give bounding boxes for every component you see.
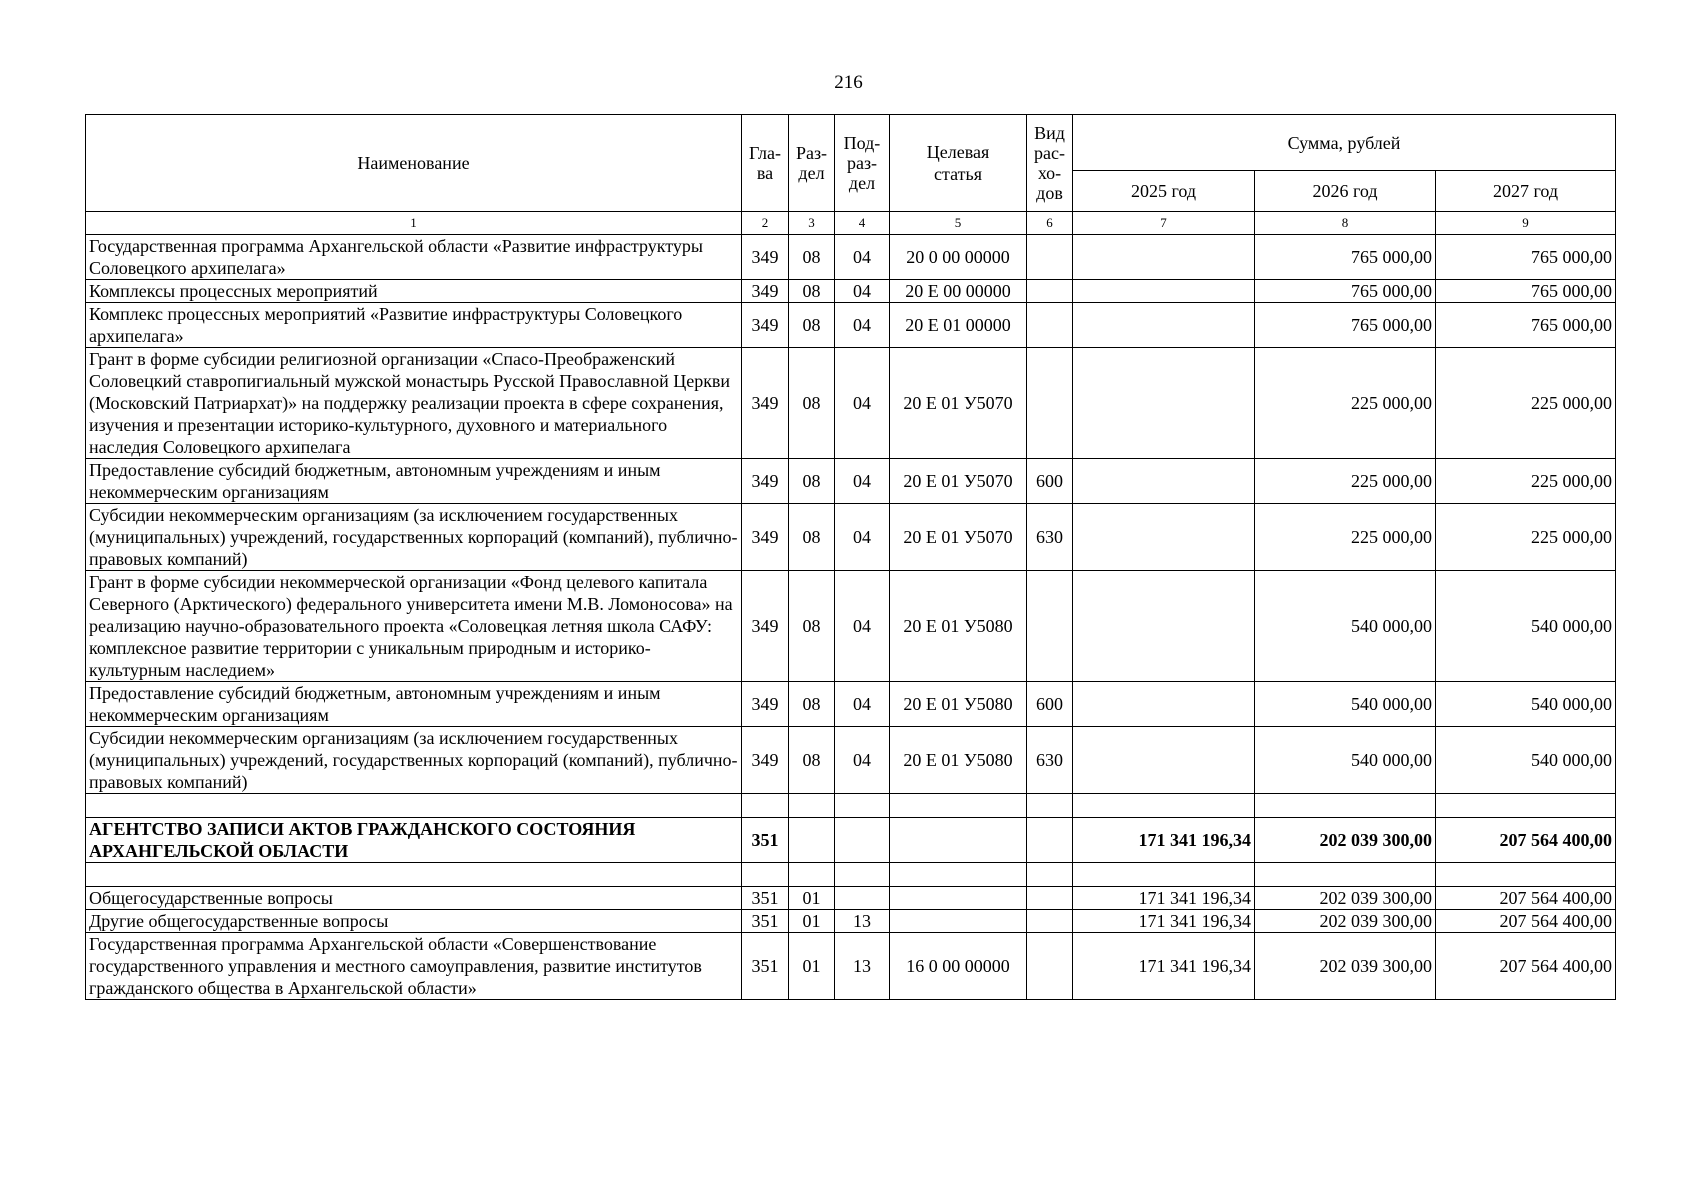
- cell-target: [890, 794, 1027, 818]
- column-number-row: [86, 212, 1616, 235]
- cell-razdel: 08: [789, 504, 835, 571]
- cell-razdel: 08: [789, 280, 835, 303]
- cell-name: АГЕНТСТВО ЗАПИСИ АКТОВ ГРАЖДАНСКОГО СОСТОЯНИЯ АРХАНГЕЛЬСКОЙ ОБЛАСТИ: [86, 818, 742, 863]
- cell-2026: 225 000,00: [1255, 504, 1436, 571]
- cell-vid: [1027, 280, 1073, 303]
- cell-razdel: 08: [789, 303, 835, 348]
- cell-target: 20 Е 01 У5080: [890, 682, 1027, 727]
- cell-2027: 207 564 400,00: [1436, 933, 1616, 1000]
- cell-2027: 540 000,00: [1436, 682, 1616, 727]
- column-number: 5: [890, 212, 1027, 235]
- table-row: [86, 727, 1616, 794]
- cell-name: Субсидии некоммерческим организациям (за исключением государственных (муниципальных) учреждений, государственных корпораций (компаний), публично-правовых компаний): [86, 727, 742, 794]
- cell-razdel: 08: [789, 571, 835, 682]
- cell-name: Предоставление субсидий бюджетным, автономным учреждениям и иным некоммерческим организациям: [86, 682, 742, 727]
- table-row: [86, 303, 1616, 348]
- cell-2027: 765 000,00: [1436, 303, 1616, 348]
- cell-razdel: 01: [789, 887, 835, 910]
- cell-vid: [1027, 571, 1073, 682]
- cell-2025: 171 341 196,34: [1073, 818, 1255, 863]
- cell-vid: [1027, 348, 1073, 459]
- table-row: [86, 818, 1616, 863]
- column-number: 6: [1027, 212, 1073, 235]
- cell-podrazdel: [835, 887, 890, 910]
- cell-2026: 225 000,00: [1255, 459, 1436, 504]
- cell-glava: 349: [742, 727, 789, 794]
- cell-vid: [1027, 863, 1073, 887]
- header-2026: 2026 год: [1255, 171, 1436, 212]
- cell-name: Государственная программа Архангельской области «Развитие инфраструктуры Соловецкого архипелага»: [86, 235, 742, 280]
- header-name: Наименование: [86, 115, 742, 212]
- cell-name: [86, 863, 742, 887]
- cell-vid: [1027, 235, 1073, 280]
- cell-2025: [1073, 727, 1255, 794]
- cell-name: Субсидии некоммерческим организациям (за исключением государственных (муниципальных) учреждений, государственных корпораций (компаний), публично-правовых компаний): [86, 504, 742, 571]
- cell-2026: 540 000,00: [1255, 571, 1436, 682]
- cell-2026: [1255, 863, 1436, 887]
- cell-podrazdel: 13: [835, 933, 890, 1000]
- header-2027: 2027 год: [1436, 171, 1616, 212]
- cell-podrazdel: 04: [835, 280, 890, 303]
- cell-podrazdel: [835, 794, 890, 818]
- cell-glava: 349: [742, 235, 789, 280]
- header-razdel: Раз- дел: [789, 115, 835, 212]
- cell-razdel: [789, 794, 835, 818]
- cell-2026: 202 039 300,00: [1255, 887, 1436, 910]
- cell-target: 20 Е 01 У5070: [890, 459, 1027, 504]
- cell-glava: 351: [742, 933, 789, 1000]
- cell-podrazdel: 04: [835, 235, 890, 280]
- cell-vid: [1027, 818, 1073, 863]
- cell-target: [890, 910, 1027, 933]
- cell-vid: 600: [1027, 682, 1073, 727]
- cell-razdel: 08: [789, 727, 835, 794]
- cell-glava: 349: [742, 571, 789, 682]
- cell-name: Предоставление субсидий бюджетным, автономным учреждениям и иным некоммерческим организациям: [86, 459, 742, 504]
- cell-2027: 225 000,00: [1436, 348, 1616, 459]
- cell-podrazdel: 04: [835, 682, 890, 727]
- cell-vid: [1027, 933, 1073, 1000]
- cell-razdel: 01: [789, 910, 835, 933]
- cell-target: [890, 863, 1027, 887]
- cell-glava: 351: [742, 818, 789, 863]
- cell-2025: 171 341 196,34: [1073, 910, 1255, 933]
- cell-2027: 207 564 400,00: [1436, 818, 1616, 863]
- table-row: [86, 348, 1616, 459]
- cell-2027: 540 000,00: [1436, 727, 1616, 794]
- cell-podrazdel: 04: [835, 348, 890, 459]
- cell-target: 20 Е 01 У5070: [890, 504, 1027, 571]
- cell-vid: [1027, 910, 1073, 933]
- column-number: 1: [86, 212, 742, 235]
- cell-name: Грант в форме субсидии религиозной организации «Спасо-Преображенский Соловецкий ставропигиальный мужской монастырь Русской Православной Церкви (Московский Патриархат)» на поддержку реализации проекта в сфере сохранения, изучения и презентации историко-культурного, духовного и материального наследия Соловецкого архипелага: [86, 348, 742, 459]
- cell-target: 20 Е 01 У5080: [890, 571, 1027, 682]
- cell-2025: [1073, 459, 1255, 504]
- cell-target: [890, 887, 1027, 910]
- page-number: 216: [834, 72, 863, 93]
- header-row-top: [86, 115, 1616, 171]
- cell-name: Другие общегосударственные вопросы: [86, 910, 742, 933]
- cell-name: [86, 794, 742, 818]
- cell-glava: [742, 863, 789, 887]
- cell-2027: 207 564 400,00: [1436, 887, 1616, 910]
- cell-2026: 765 000,00: [1255, 235, 1436, 280]
- cell-glava: 349: [742, 303, 789, 348]
- cell-target: 20 Е 01 У5070: [890, 348, 1027, 459]
- header-target: Целевая статья: [890, 115, 1027, 212]
- cell-2025: 171 341 196,34: [1073, 933, 1255, 1000]
- empty-row: [86, 863, 1616, 887]
- cell-target: 20 0 00 00000: [890, 235, 1027, 280]
- cell-podrazdel: [835, 863, 890, 887]
- cell-razdel: 08: [789, 459, 835, 504]
- cell-2026: 202 039 300,00: [1255, 933, 1436, 1000]
- table-row: [86, 235, 1616, 280]
- cell-2027: 540 000,00: [1436, 571, 1616, 682]
- cell-2027: 225 000,00: [1436, 504, 1616, 571]
- cell-vid: [1027, 887, 1073, 910]
- budget-table: [85, 114, 1616, 1000]
- table-row: [86, 887, 1616, 910]
- cell-2025: [1073, 682, 1255, 727]
- cell-podrazdel: 04: [835, 459, 890, 504]
- cell-glava: 349: [742, 459, 789, 504]
- cell-2026: 540 000,00: [1255, 727, 1436, 794]
- table-row: [86, 504, 1616, 571]
- cell-podrazdel: 04: [835, 727, 890, 794]
- cell-2027: 225 000,00: [1436, 459, 1616, 504]
- cell-razdel: 08: [789, 235, 835, 280]
- cell-2027: 765 000,00: [1436, 235, 1616, 280]
- cell-2027: [1436, 794, 1616, 818]
- empty-row: [86, 794, 1616, 818]
- column-number: 9: [1436, 212, 1616, 235]
- cell-podrazdel: 04: [835, 571, 890, 682]
- column-number: 2: [742, 212, 789, 235]
- cell-2026: 202 039 300,00: [1255, 818, 1436, 863]
- cell-glava: 349: [742, 682, 789, 727]
- column-number: 3: [789, 212, 835, 235]
- table-body: [86, 235, 1616, 1000]
- table-row: [86, 933, 1616, 1000]
- header-vid: Вид рас- хо- дов: [1027, 115, 1073, 212]
- column-number: 7: [1073, 212, 1255, 235]
- cell-glava: [742, 794, 789, 818]
- table-row: [86, 459, 1616, 504]
- table-row: [86, 910, 1616, 933]
- cell-2026: 202 039 300,00: [1255, 910, 1436, 933]
- cell-razdel: 01: [789, 933, 835, 1000]
- cell-name: Государственная программа Архангельской области «Совершенствование государственного управления и местного самоуправления, развитие институтов гражданского общества в Архангельской области»: [86, 933, 742, 1000]
- cell-target: 20 Е 00 00000: [890, 280, 1027, 303]
- cell-2025: [1073, 863, 1255, 887]
- cell-2025: [1073, 303, 1255, 348]
- cell-2027: 765 000,00: [1436, 280, 1616, 303]
- cell-name: Комплексы процессных мероприятий: [86, 280, 742, 303]
- cell-razdel: 08: [789, 682, 835, 727]
- header-glava: Гла- ва: [742, 115, 789, 212]
- cell-vid: 630: [1027, 727, 1073, 794]
- header-2025: 2025 год: [1073, 171, 1255, 212]
- cell-razdel: [789, 818, 835, 863]
- cell-2025: [1073, 280, 1255, 303]
- cell-name: Грант в форме субсидии некоммерческой организации «Фонд целевого капитала Северного (Арктического) федерального университета имени М.В. Ломоносова» на реализацию научно-образовательного проекта «Соловецкая летняя школа САФУ: комплексное развитие территории с уникальным природным и историко-культурным наследием»: [86, 571, 742, 682]
- cell-podrazdel: [835, 818, 890, 863]
- column-number: 4: [835, 212, 890, 235]
- cell-podrazdel: 04: [835, 303, 890, 348]
- cell-2026: 765 000,00: [1255, 280, 1436, 303]
- cell-target: 20 Е 01 00000: [890, 303, 1027, 348]
- cell-glava: 349: [742, 504, 789, 571]
- header-podrazdel: Под- раз- дел: [835, 115, 890, 212]
- cell-vid: [1027, 303, 1073, 348]
- cell-target: 20 Е 01 У5080: [890, 727, 1027, 794]
- cell-2025: [1073, 504, 1255, 571]
- cell-name: Комплекс процессных мероприятий «Развитие инфраструктуры Соловецкого архипелага»: [86, 303, 742, 348]
- header-sum: Сумма, рублей: [1073, 115, 1616, 171]
- cell-target: 16 0 00 00000: [890, 933, 1027, 1000]
- cell-glava: 351: [742, 887, 789, 910]
- column-number: 8: [1255, 212, 1436, 235]
- cell-2026: 225 000,00: [1255, 348, 1436, 459]
- cell-vid: 600: [1027, 459, 1073, 504]
- cell-glava: 349: [742, 348, 789, 459]
- table-row: [86, 280, 1616, 303]
- table-row: [86, 571, 1616, 682]
- cell-vid: [1027, 794, 1073, 818]
- cell-2026: 540 000,00: [1255, 682, 1436, 727]
- cell-name: Общегосударственные вопросы: [86, 887, 742, 910]
- cell-target: [890, 818, 1027, 863]
- cell-podrazdel: 04: [835, 504, 890, 571]
- cell-2027: [1436, 863, 1616, 887]
- cell-podrazdel: 13: [835, 910, 890, 933]
- cell-2027: 207 564 400,00: [1436, 910, 1616, 933]
- cell-2025: [1073, 235, 1255, 280]
- cell-2026: [1255, 794, 1436, 818]
- cell-vid: 630: [1027, 504, 1073, 571]
- cell-glava: 349: [742, 280, 789, 303]
- cell-2025: 171 341 196,34: [1073, 887, 1255, 910]
- cell-2026: 765 000,00: [1255, 303, 1436, 348]
- cell-2025: [1073, 571, 1255, 682]
- cell-2025: [1073, 794, 1255, 818]
- cell-razdel: 08: [789, 348, 835, 459]
- cell-2025: [1073, 348, 1255, 459]
- cell-razdel: [789, 863, 835, 887]
- table-row: [86, 682, 1616, 727]
- cell-glava: 351: [742, 910, 789, 933]
